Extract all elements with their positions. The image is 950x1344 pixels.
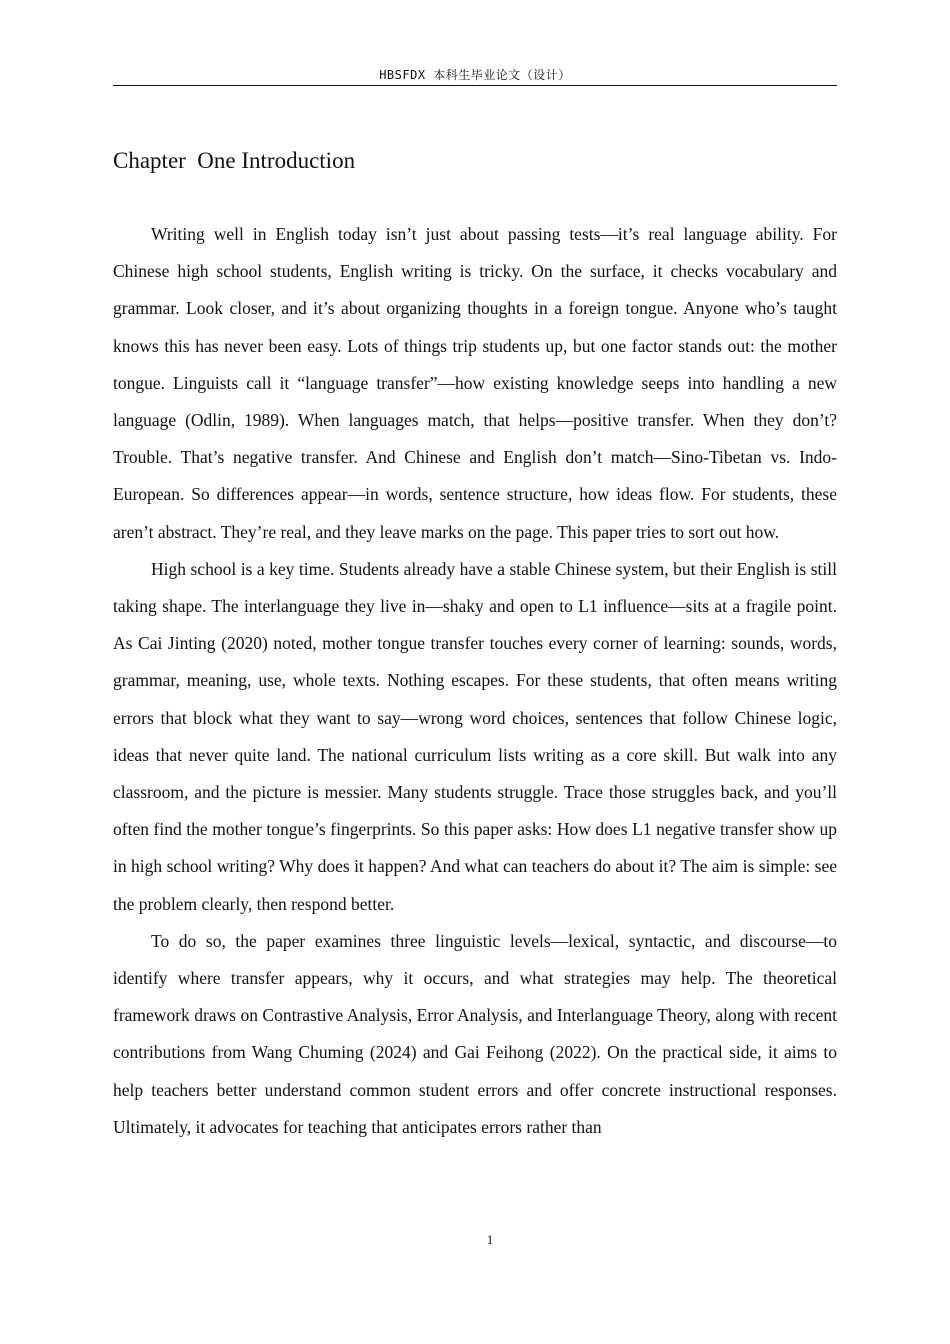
paragraph-3: To do so, the paper examines three linguistic levels—lexical, syntactic, and discourse—to identify where transfer appears, why it occurs, and what strategies may help. The theoretical framework draws on Contrastive Analysis, Error Analysis, and Interlanguage Theory, along with recent contributions from Wang Chuming (2024) and Gai Feihong (2022). On the practical side, it aims to help teachers better understand common student errors and offer concrete instructional responses. Ultimately, it advocates for teaching that anticipates errors rather than xyxy=(113,930,837,1137)
running-header: HBSFDX 本科生毕业论文（设计） xyxy=(379,68,571,82)
header-rule xyxy=(113,85,837,86)
chapter-title: Chapter One Introduction xyxy=(113,148,356,173)
body-text xyxy=(113,216,837,1146)
paragraph-2: High school is a key time. Students already have a stable Chinese system, but their English is still taking shape. The interlanguage they live in—shaky and open to L1 influence—sits at a fragile point. As Cai Jinting (2020) noted, mother tongue transfer touches every corner of learning: sounds, words, grammar, meaning, use, whole texts. Nothing escapes. For these students, that often means writing errors that block what they want to say—wrong word choices, sentences that follow Chinese logic, ideas that never quite land. The national curriculum lists writing as a core skill. But walk into any classroom, and the picture is messier. Many students struggle. Trace those struggles back, and you’ll often find the mother tongue’s fingerprints. So this paper asks: How does L1 negative transfer show up in high school writing? Why does it happen? And what can teachers do about it? The aim is simple: see the problem clearly, then respond better. xyxy=(113,558,837,914)
page-number: 1 xyxy=(486,1232,494,1247)
paragraph-1: Writing well in English today isn’t just about passing tests—it’s real language ability. For Chinese high school students, English writing is tricky. On the surface, it checks vocabulary and grammar. Look closer, and it’s about organizing thoughts in a foreign tongue. Anyone who’s taught knows this has never been easy. Lots of things trip students up, but one factor stands out: the mother tongue. Linguists call it “language transfer”—how existing knowledge seeps into handling a new language (Odlin, 1989). When languages match, that helps—positive transfer. When they don’t? Trouble. That’s negative transfer. And Chinese and English don’t match—Sino-Tibetan vs. Indo-European. So differences appear—in words, sentence structure, how ideas flow. For students, these aren’t abstract. They’re real, and they leave marks on the page. This paper tries to sort out how. xyxy=(113,224,837,542)
